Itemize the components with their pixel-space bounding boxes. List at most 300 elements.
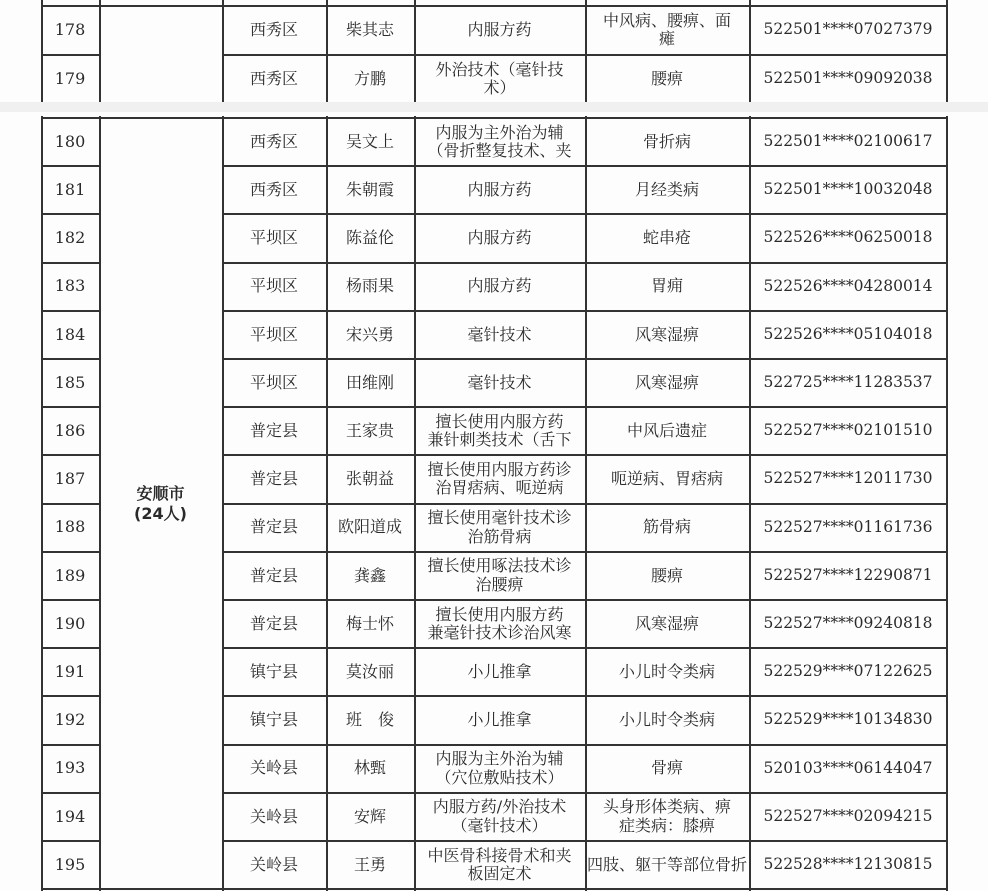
table-horizontal-rule bbox=[222, 503, 947, 505]
id-number-cell bbox=[750, 648, 946, 696]
row-number-content bbox=[55, 518, 86, 536]
cell-text: 522501****09092038 bbox=[763, 69, 933, 88]
technique-cell-content bbox=[467, 21, 531, 39]
cell-text-line: 擅长使用内服方药 bbox=[435, 605, 564, 624]
table-horizontal-rule bbox=[222, 262, 947, 264]
technique-cell-content bbox=[427, 413, 571, 450]
table-horizontal-rule bbox=[41, 454, 101, 456]
name-cell bbox=[327, 600, 413, 648]
district-cell bbox=[223, 214, 325, 262]
id-number-cell-content bbox=[763, 229, 932, 247]
table-horizontal-rule bbox=[222, 165, 947, 167]
cell-text: 190 bbox=[54, 613, 86, 633]
cell-text-line: 内服方药 bbox=[467, 277, 532, 296]
table-fragment-top bbox=[0, 0, 988, 102]
technique-cell bbox=[415, 696, 584, 744]
technique-cell-content bbox=[467, 374, 531, 392]
disease-cell bbox=[586, 745, 748, 793]
name-cell bbox=[327, 745, 413, 793]
cell-text-line: 月经类病 bbox=[634, 180, 699, 199]
district-cell bbox=[223, 504, 325, 552]
cell-text: 522725****11283537 bbox=[763, 373, 933, 392]
row-number bbox=[42, 793, 98, 841]
cell-text: 179 bbox=[54, 68, 86, 88]
name-cell-content bbox=[354, 759, 386, 777]
row-number-content bbox=[55, 70, 86, 88]
disease-cell-content bbox=[635, 326, 699, 344]
table-row bbox=[0, 455, 988, 503]
cell-text: 522526****06250018 bbox=[763, 228, 933, 247]
disease-cell-content bbox=[627, 422, 707, 440]
cell-text: 莫汝丽 bbox=[345, 661, 394, 681]
technique-cell bbox=[415, 118, 584, 166]
name-cell bbox=[327, 166, 413, 214]
id-number-cell-content bbox=[763, 567, 932, 585]
id-number-cell bbox=[750, 407, 946, 455]
name-cell bbox=[327, 841, 413, 889]
row-number bbox=[42, 263, 98, 311]
disease-cell bbox=[586, 311, 748, 359]
name-cell-content bbox=[354, 567, 386, 585]
disease-cell bbox=[586, 263, 748, 311]
cell-text: 188 bbox=[54, 517, 86, 537]
row-number bbox=[42, 166, 98, 214]
table-row bbox=[0, 407, 988, 455]
name-cell-content bbox=[346, 711, 394, 729]
id-number-cell-content bbox=[763, 615, 932, 633]
row-number-content bbox=[55, 567, 86, 585]
technique-cell-content bbox=[427, 461, 571, 498]
cell-text: 朱朝霞 bbox=[345, 179, 394, 199]
cell-text-line: 内服方药 bbox=[467, 20, 532, 39]
cell-text-line: 蛇串疮 bbox=[642, 229, 691, 248]
cell-text-line: 中医骨科接骨术和夹 bbox=[427, 846, 572, 865]
cell-text: 186 bbox=[54, 420, 86, 440]
row-number-content bbox=[55, 277, 86, 295]
row-number bbox=[42, 6, 98, 54]
technique-cell-content bbox=[427, 606, 571, 643]
technique-cell-content bbox=[467, 229, 531, 247]
table-horizontal-rule bbox=[41, 54, 101, 56]
technique-cell bbox=[415, 6, 584, 54]
disease-cell-content bbox=[643, 229, 691, 247]
row-number-content bbox=[55, 615, 86, 633]
disease-cell bbox=[586, 6, 748, 54]
cell-text: 522501****02100617 bbox=[763, 132, 933, 151]
cell-text-line: 风寒湿痹 bbox=[634, 373, 699, 392]
id-number-cell-content bbox=[763, 808, 932, 826]
cell-text: 180 bbox=[54, 131, 86, 151]
disease-cell-content bbox=[635, 615, 699, 633]
disease-cell bbox=[586, 118, 748, 166]
cell-text: 镇宁县 bbox=[249, 661, 298, 681]
table-vertical-rule bbox=[326, 0, 328, 102]
row-number bbox=[42, 745, 98, 793]
table-vertical-rule bbox=[414, 0, 416, 102]
id-number-cell bbox=[750, 166, 946, 214]
row-number bbox=[42, 552, 98, 600]
id-number-cell-content bbox=[763, 470, 932, 488]
row-number-content bbox=[55, 759, 86, 777]
name-cell-content bbox=[346, 470, 394, 488]
id-number-cell bbox=[750, 745, 946, 793]
technique-cell-content bbox=[427, 557, 571, 594]
row-number-content bbox=[55, 470, 86, 488]
technique-cell bbox=[415, 359, 584, 407]
district-cell bbox=[223, 118, 325, 166]
table-horizontal-rule bbox=[41, 647, 101, 649]
cell-text-line: 中风病、腰痹、面 bbox=[602, 11, 731, 30]
cell-text: 西秀区 bbox=[249, 131, 298, 151]
row-number-content bbox=[55, 133, 86, 151]
district-cell bbox=[223, 793, 325, 841]
table-horizontal-rule bbox=[222, 454, 947, 456]
cell-text: 普定县 bbox=[249, 469, 298, 489]
disease-cell bbox=[586, 600, 748, 648]
table-horizontal-rule bbox=[222, 744, 947, 746]
cell-text: 陈益伦 bbox=[345, 228, 394, 248]
id-number-cell bbox=[750, 793, 946, 841]
district-cell bbox=[223, 359, 325, 407]
id-number-cell bbox=[750, 311, 946, 359]
table-row bbox=[0, 648, 988, 696]
row-number-content bbox=[55, 21, 86, 39]
disease-cell bbox=[586, 504, 748, 552]
cell-text-line: 擅长使用啄法技术诊 bbox=[427, 557, 572, 576]
id-number-cell bbox=[750, 263, 946, 311]
district-cell bbox=[223, 55, 325, 102]
name-cell-content bbox=[346, 229, 394, 247]
disease-cell-content bbox=[619, 663, 715, 681]
id-number-cell-content bbox=[763, 663, 932, 681]
cell-text: 方鹏 bbox=[353, 68, 386, 88]
table-horizontal-rule bbox=[222, 310, 947, 312]
cell-text-line: 擅长使用内服方药诊 bbox=[427, 461, 572, 479]
district-cell-content bbox=[250, 70, 298, 88]
cell-text-line: 四肢、躯干等部位骨折 bbox=[586, 855, 747, 874]
technique-cell bbox=[415, 407, 584, 455]
cell-text-line: （穴位敷贴技术） bbox=[435, 768, 564, 787]
id-number-cell-content bbox=[763, 181, 932, 199]
cell-text-line: 腰痹 bbox=[650, 566, 683, 585]
district-cell-content bbox=[250, 615, 298, 633]
table-row bbox=[0, 552, 988, 600]
id-number-cell bbox=[750, 55, 946, 102]
cell-text: 522528****12130815 bbox=[763, 855, 933, 874]
technique-cell bbox=[415, 455, 584, 503]
cell-text: 522527****09240818 bbox=[763, 614, 933, 633]
cell-text-line: 筋骨病 bbox=[642, 518, 691, 537]
name-cell-content bbox=[346, 663, 394, 681]
table-row bbox=[0, 55, 988, 102]
cell-text: 522527****01161736 bbox=[763, 517, 933, 536]
page-separator bbox=[0, 102, 988, 112]
cell-text: 平坝区 bbox=[249, 228, 298, 248]
cell-text-line: 治胃痞病、呃逆病 bbox=[435, 479, 564, 498]
cell-text: 520103****06144047 bbox=[763, 758, 933, 777]
table-vertical-rule bbox=[946, 0, 948, 102]
name-cell bbox=[327, 793, 413, 841]
disease-cell-content bbox=[651, 277, 683, 295]
id-number-cell-content bbox=[763, 856, 932, 874]
cell-text: 195 bbox=[54, 854, 86, 874]
cell-text: 安辉 bbox=[353, 806, 386, 826]
technique-cell bbox=[415, 648, 584, 696]
table-row bbox=[0, 745, 988, 793]
id-number-cell-content bbox=[763, 70, 932, 88]
technique-cell bbox=[415, 552, 584, 600]
cell-text-line: 治腰痹 bbox=[475, 575, 524, 594]
cell-text: 185 bbox=[54, 372, 86, 392]
id-number-cell bbox=[750, 6, 946, 54]
name-cell-content bbox=[354, 70, 386, 88]
disease-cell-content bbox=[635, 374, 699, 392]
table-horizontal-rule bbox=[222, 792, 947, 794]
row-number-content bbox=[55, 856, 86, 874]
table-horizontal-rule bbox=[41, 213, 101, 215]
cell-text-line: （毫针技术） bbox=[451, 816, 548, 835]
table-horizontal-rule bbox=[222, 213, 947, 215]
district-cell bbox=[223, 407, 325, 455]
table-horizontal-rule bbox=[222, 551, 947, 553]
disease-cell bbox=[586, 55, 748, 102]
row-number bbox=[42, 359, 98, 407]
cell-text: 522501****10032048 bbox=[763, 180, 933, 199]
district-cell bbox=[223, 696, 325, 744]
row-number bbox=[42, 841, 98, 889]
disease-cell bbox=[586, 166, 748, 214]
disease-cell-content bbox=[643, 133, 691, 151]
cell-text: 193 bbox=[54, 758, 86, 778]
table-horizontal-rule bbox=[41, 888, 947, 890]
bottom-table-grid bbox=[0, 112, 988, 891]
table-horizontal-rule bbox=[41, 406, 101, 408]
disease-cell-content bbox=[603, 12, 731, 49]
table-horizontal-rule bbox=[222, 647, 947, 649]
district-cell-content bbox=[250, 422, 298, 440]
id-number-cell-content bbox=[763, 133, 932, 151]
cell-text: 522527****12011730 bbox=[763, 469, 933, 488]
cell-text: 柴其志 bbox=[345, 19, 394, 39]
city-count: (24人) bbox=[134, 504, 187, 523]
cell-text: 宋兴勇 bbox=[345, 324, 394, 344]
cell-text-line: 中风后遗症 bbox=[626, 421, 707, 440]
table-horizontal-rule bbox=[41, 165, 101, 167]
table-horizontal-rule bbox=[41, 310, 101, 312]
name-cell bbox=[327, 504, 413, 552]
row-number-content bbox=[55, 374, 86, 392]
table-row bbox=[0, 118, 988, 166]
technique-cell-content bbox=[467, 326, 531, 344]
name-cell bbox=[327, 552, 413, 600]
table-horizontal-rule bbox=[41, 695, 101, 697]
id-number-cell bbox=[750, 504, 946, 552]
cell-text-line: 毫针技术 bbox=[467, 325, 532, 344]
cell-text: 普定县 bbox=[249, 565, 298, 585]
technique-cell-content bbox=[467, 663, 531, 681]
id-number-cell bbox=[750, 841, 946, 889]
district-cell bbox=[223, 648, 325, 696]
district-cell-content bbox=[250, 21, 298, 39]
name-cell-content bbox=[346, 181, 394, 199]
district-cell bbox=[223, 841, 325, 889]
cell-text-line: 毫针技术 bbox=[467, 373, 532, 392]
technique-cell bbox=[415, 311, 584, 359]
name-cell bbox=[327, 118, 413, 166]
disease-cell-content bbox=[619, 711, 715, 729]
name-cell-content bbox=[346, 277, 394, 295]
technique-cell-content bbox=[433, 798, 566, 835]
top-table-grid bbox=[0, 0, 988, 102]
row-number bbox=[42, 118, 98, 166]
name-cell-content bbox=[346, 326, 394, 344]
table-row bbox=[0, 359, 988, 407]
technique-cell-content bbox=[467, 277, 531, 295]
id-number-cell-content bbox=[763, 278, 932, 296]
cell-text: 王家贵 bbox=[345, 420, 394, 440]
id-number-cell bbox=[750, 118, 946, 166]
cell-text: 522529****07122625 bbox=[763, 662, 933, 681]
table-horizontal-rule bbox=[222, 599, 947, 601]
cell-text: 184 bbox=[54, 324, 86, 344]
cell-text: 龚鑫 bbox=[353, 565, 386, 585]
name-cell bbox=[327, 263, 413, 311]
name-cell-content bbox=[354, 856, 386, 874]
row-number-content bbox=[55, 711, 86, 729]
district-cell-content bbox=[250, 518, 298, 536]
cell-text-line: 内服方药 bbox=[467, 180, 532, 199]
district-cell bbox=[223, 311, 325, 359]
cell-text: 平坝区 bbox=[249, 324, 298, 344]
district-cell-content bbox=[250, 374, 298, 392]
technique-cell bbox=[415, 263, 584, 311]
name-cell-content bbox=[346, 374, 394, 392]
name-cell-content bbox=[346, 422, 394, 440]
disease-cell-content bbox=[651, 567, 683, 585]
cell-text: 杨雨果 bbox=[345, 276, 394, 296]
technique-cell bbox=[415, 166, 584, 214]
technique-cell-content bbox=[435, 61, 563, 98]
cell-text-line: 呃逆病、胃痞病 bbox=[610, 470, 723, 489]
cell-text: 平坝区 bbox=[249, 276, 298, 296]
cell-text: 181 bbox=[54, 179, 86, 199]
disease-cell bbox=[586, 696, 748, 744]
row-number-content bbox=[55, 808, 86, 826]
cell-text: 王勇 bbox=[353, 854, 386, 874]
row-number-content bbox=[55, 326, 86, 344]
disease-cell-content bbox=[603, 798, 731, 835]
id-number-cell-content bbox=[763, 422, 932, 440]
cell-text: 194 bbox=[54, 806, 86, 826]
district-cell bbox=[223, 552, 325, 600]
id-number-cell bbox=[750, 552, 946, 600]
cell-text: 183 bbox=[54, 276, 86, 296]
table-vertical-rule bbox=[749, 0, 751, 102]
cell-text: 西秀区 bbox=[249, 68, 298, 88]
cell-text: 关岭县 bbox=[249, 758, 298, 778]
district-cell-content bbox=[250, 133, 298, 151]
table-horizontal-rule bbox=[41, 358, 101, 360]
table-vertical-rule bbox=[585, 0, 587, 102]
cell-text-line: 擅长使用毫针技术诊 bbox=[427, 509, 572, 528]
city-name: 安顺市 bbox=[136, 484, 185, 503]
cell-text: 522501****07027379 bbox=[763, 20, 933, 39]
technique-cell bbox=[415, 600, 584, 648]
name-cell-content bbox=[338, 518, 402, 536]
id-number-cell bbox=[750, 455, 946, 503]
disease-cell-content bbox=[651, 759, 683, 777]
table-horizontal-rule bbox=[41, 840, 101, 842]
cell-text-line: 内服方药/外治技术 bbox=[432, 798, 567, 817]
cell-text: 平坝区 bbox=[249, 372, 298, 392]
cell-text: 西秀区 bbox=[249, 179, 298, 199]
table-horizontal-rule bbox=[222, 840, 947, 842]
row-number bbox=[42, 648, 98, 696]
cell-text: 镇宁县 bbox=[249, 710, 298, 730]
cell-text-line: 胃痈 bbox=[650, 277, 683, 296]
cell-text: 林甄 bbox=[353, 758, 386, 778]
table-row bbox=[0, 841, 988, 889]
id-number-cell-content bbox=[763, 711, 932, 729]
technique-cell bbox=[415, 55, 584, 102]
cell-text-line: 骨痹 bbox=[650, 759, 683, 778]
table-row bbox=[0, 793, 988, 841]
name-cell bbox=[327, 55, 413, 102]
cell-text: 田维刚 bbox=[345, 372, 394, 392]
district-cell-content bbox=[250, 326, 298, 344]
row-number bbox=[42, 600, 98, 648]
district-cell bbox=[223, 166, 325, 214]
name-cell bbox=[327, 214, 413, 262]
row-number-content bbox=[55, 181, 86, 199]
disease-cell-content bbox=[587, 856, 747, 874]
district-cell bbox=[223, 263, 325, 311]
table-fragment-bottom bbox=[0, 112, 988, 891]
technique-cell-content bbox=[427, 847, 571, 884]
table-row bbox=[0, 311, 988, 359]
row-number bbox=[42, 407, 98, 455]
id-number-cell-content bbox=[763, 326, 932, 344]
row-number bbox=[42, 455, 98, 503]
name-cell bbox=[327, 696, 413, 744]
cell-text: 522527****02094215 bbox=[763, 806, 933, 825]
table-row bbox=[0, 600, 988, 648]
table-row bbox=[0, 6, 988, 54]
table-vertical-rule bbox=[41, 0, 43, 102]
district-cell bbox=[223, 6, 325, 54]
cell-text: 普定县 bbox=[249, 420, 298, 440]
cell-text-line: 头身形体类病、痹 bbox=[602, 798, 731, 817]
cell-text-line: 擅长使用内服方药 bbox=[435, 412, 564, 431]
id-number-cell bbox=[750, 600, 946, 648]
technique-cell-content bbox=[467, 181, 531, 199]
table-row bbox=[0, 263, 988, 311]
disease-cell bbox=[586, 793, 748, 841]
row-number bbox=[42, 504, 98, 552]
table-horizontal-rule bbox=[41, 5, 947, 7]
technique-cell bbox=[415, 841, 584, 889]
cell-text: 182 bbox=[54, 228, 86, 248]
disease-cell-content bbox=[643, 518, 691, 536]
disease-cell-content bbox=[611, 470, 723, 488]
technique-cell bbox=[415, 214, 584, 262]
disease-cell bbox=[586, 359, 748, 407]
cell-text: 关岭县 bbox=[249, 854, 298, 874]
name-cell bbox=[327, 407, 413, 455]
cell-text: 191 bbox=[54, 661, 86, 681]
cell-text-line: 内服为主外治为辅 bbox=[435, 123, 564, 142]
cell-text-line: 治筋骨病 bbox=[467, 527, 532, 546]
